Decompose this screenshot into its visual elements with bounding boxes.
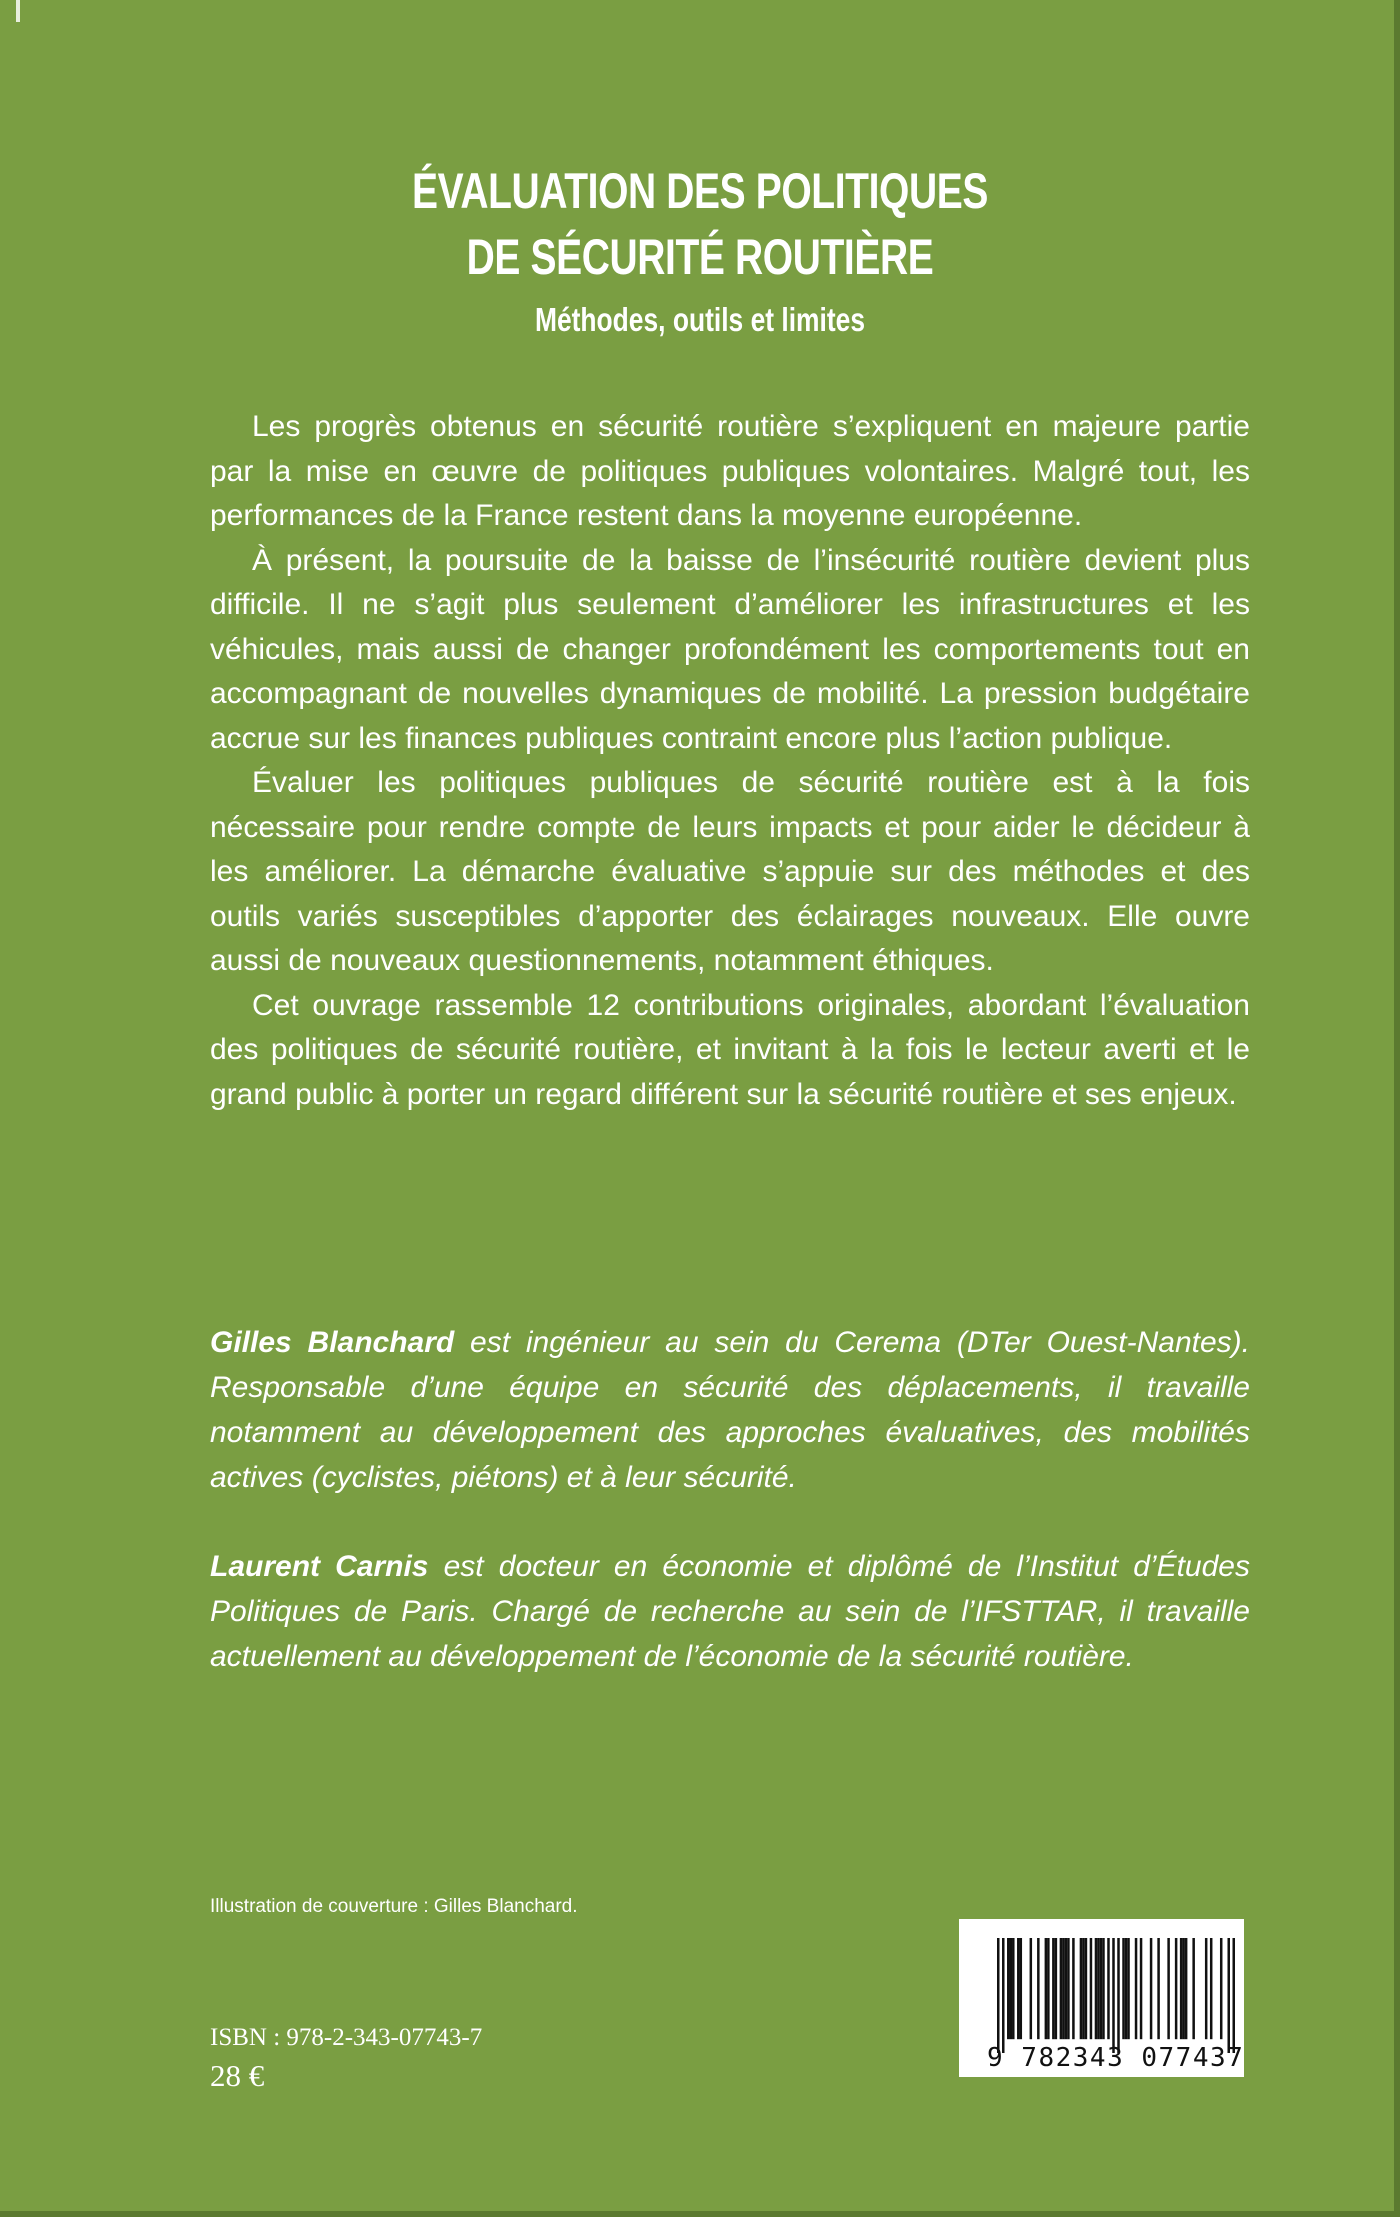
barcode-bar (1037, 1938, 1040, 2039)
barcode-bar (1002, 1938, 1005, 2053)
barcode-bar (1020, 1938, 1023, 2039)
barcode-bar (1085, 1938, 1088, 2039)
author-bio-text: est docteur en économie et diplômé de l’Institut d’Études Politiques de Paris. Chargé de recherche au sein de l’IFSTTAR, il travaille actuellement au développement de l’économie de la sécurité routière. (210, 1550, 1250, 1673)
barcode-bar (1102, 1938, 1105, 2039)
barcode-bar (1080, 1938, 1083, 2039)
book-subtitle: Méthodes, outils et limites (534, 301, 866, 338)
isbn: ISBN : 978-2-343-07743-7 (210, 2024, 483, 2051)
barcode-bar (997, 1938, 1000, 2053)
barcode-bar (1047, 1938, 1050, 2039)
barcode-bar (1175, 1938, 1178, 2039)
barcode-bar (1205, 1938, 1208, 2039)
author-bio (210, 1320, 1250, 1500)
summary-text (210, 405, 1250, 1117)
barcode-bar (1182, 1938, 1185, 2039)
book-title-line-2: DE SÉCURITÉ ROUTIÈRE (466, 229, 934, 285)
barcode-bar (1082, 1938, 1085, 2039)
barcode-bar (1180, 1938, 1183, 2039)
barcode-bars-icon (997, 1938, 1235, 2053)
barcode-bar (1107, 1938, 1110, 2039)
barcode-bar (1067, 1938, 1070, 2039)
barcode-bar (1117, 1938, 1120, 2053)
barcode-bar (1100, 1938, 1103, 2039)
author-name: Laurent Carnis (210, 1550, 429, 1583)
cover-illustration-credit: Illustration de couverture : Gilles Blanchard. (210, 1896, 578, 1917)
author-bio (210, 1544, 1250, 1679)
barcode-bar (1135, 1938, 1138, 2039)
barcode-bar (1010, 1938, 1013, 2039)
barcode-digits: 9 782343 077437 (987, 2043, 1245, 2073)
barcode-bar (1090, 1938, 1093, 2039)
barcode-bar (1072, 1938, 1075, 2039)
book-title-line-1: ÉVALUATION DES POLITIQUES (411, 163, 989, 219)
barcode-bar (1012, 1938, 1015, 2039)
author-bio-text: est ingénieur au sein du Cerema (DTer Ouest-Nantes). Responsable d’une équipe en sécurité des déplacements, il travaille notamment au développement des approches évaluatives, des mobilités actives (cyclistes, piétons) et à leur sécurité. (210, 1326, 1250, 1494)
barcode-bar (1097, 1938, 1100, 2039)
summary-paragraph: Évaluer les politiques publiques de sécurité routière est à la fois nécessaire pour rendre compte de leurs impacts et pour aider le décideur à les améliorer. La démarche évaluative s’appuie sur des méthodes et des outils variés susceptibles d’apporter des éclairages nouveaux. Elle ouvre aussi de nouveaux questionnements, notamment éthiques. (210, 766, 1250, 977)
barcode-bar (1065, 1938, 1068, 2039)
barcode-bar (1167, 1938, 1170, 2039)
barcode-bar (1030, 1938, 1033, 2039)
barcode-bar (1007, 1938, 1010, 2039)
barcode-bar (1112, 1938, 1115, 2053)
summary-paragraph: Cet ouvrage rassemble 12 contributions originales, abordant l’évaluation des politiques de sécurité routière, et invitant à la fois le lecteur averti et le grand public à porter un regard différent sur la sécurité routière et ses enjeux. (210, 988, 1250, 1111)
barcode-bar (1062, 1938, 1065, 2039)
barcode-bar (1185, 1938, 1188, 2039)
barcode-bar (1055, 1938, 1058, 2039)
page-edge (1394, 0, 1400, 2217)
barcode-bar (1232, 1938, 1235, 2053)
barcode-bar (1052, 1938, 1055, 2039)
barcode-bar (1220, 1938, 1223, 2039)
summary-paragraph: À présent, la poursuite de la baisse de l’insécurité routière devient plus difficile. Il ne s’agit plus seulement d’améliorer les infrastructures et les véhicules, mais aussi de changer profondément les comportements tout en accompagnant de nouvelles dynamiques de mobilité. La pression budgétaire accrue sur les finances publiques contraint encore plus l’action publique. (210, 543, 1250, 755)
barcode-bar (1125, 1938, 1128, 2039)
barcode-bar (1127, 1938, 1130, 2039)
barcode-bar (1192, 1938, 1195, 2039)
barcode-bar (1060, 1938, 1063, 2039)
barcode-bar (1157, 1938, 1160, 2039)
barcode (959, 1919, 1244, 2077)
summary-paragraph: Les progrès obtenus en sécurité routière s’expliquent en majeure partie par la mise en œuvre de politiques publiques volontaires. Malgré tout, les performances de la France restent dans la moyenne européenne. (210, 410, 1250, 532)
barcode-bar (1210, 1938, 1213, 2039)
barcode-bar (1150, 1938, 1153, 2039)
author-bios (210, 1320, 1250, 1723)
barcode-bar (1140, 1938, 1143, 2039)
title-block (0, 158, 1400, 344)
crop-mark (16, 0, 20, 22)
page-edge (0, 2211, 1400, 2217)
barcode-bar (1122, 1938, 1125, 2039)
barcode-bar (1017, 1938, 1020, 2039)
barcode-bar (1227, 1938, 1230, 2053)
barcode-bar (1095, 1938, 1098, 2039)
price: 28 € (210, 2058, 265, 2093)
barcode-bar (1045, 1938, 1048, 2039)
author-name: Gilles Blanchard (210, 1326, 455, 1359)
